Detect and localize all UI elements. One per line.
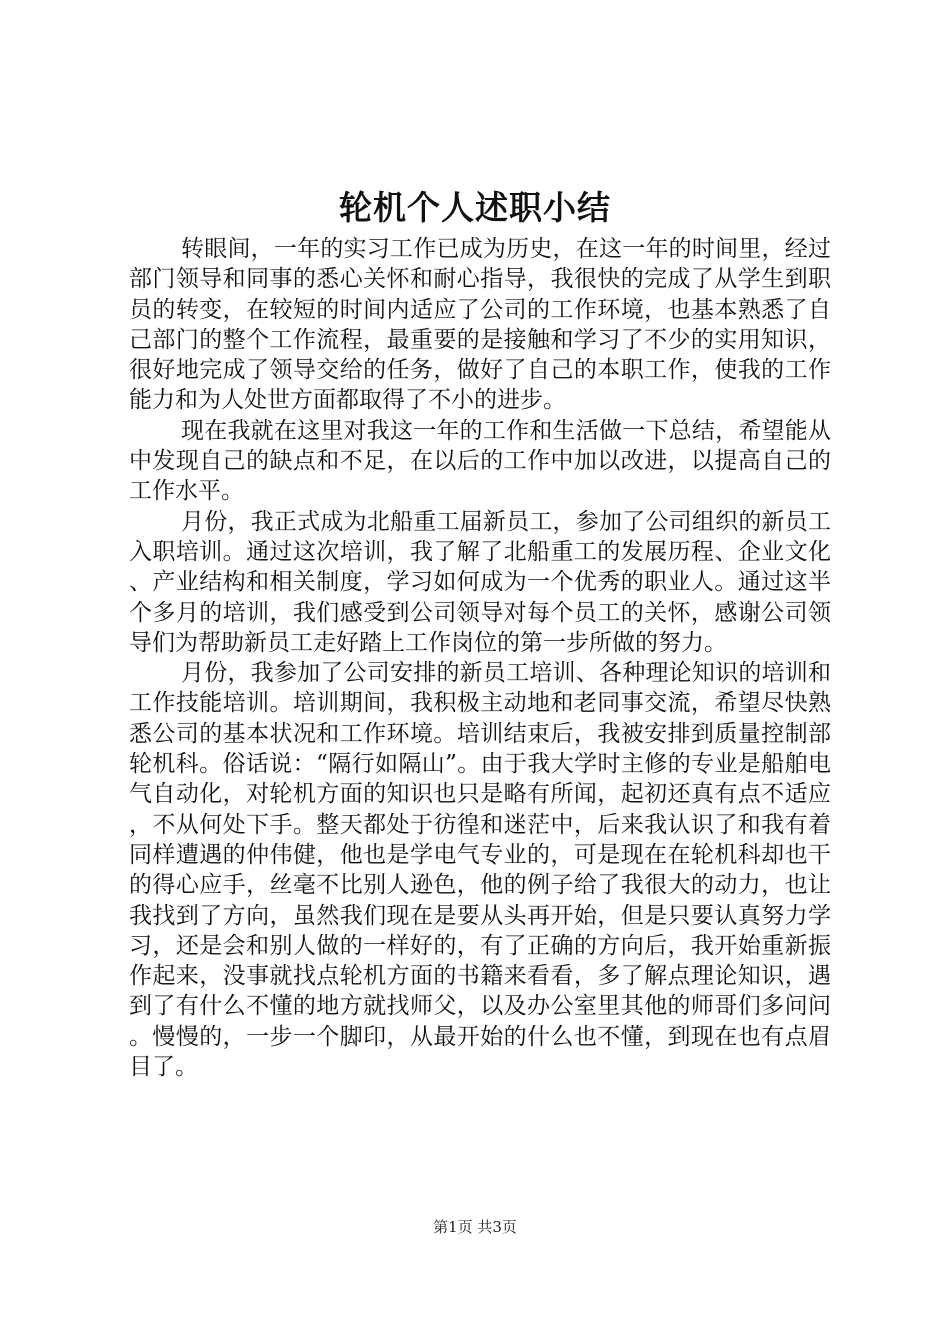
document-body (129, 234, 831, 1082)
page-number-footer: 第1页 共3页 (433, 1218, 517, 1236)
body-paragraph: 月份，我正式成为北船重工届新员工，参加了公司组织的新员工入职培训。通过这次培训，我了解了北船重工的发展历程、企业文化、产业结构和相关制度，学习如何成为一个优秀的职业人。通过这半个多月的培训，我们感受到公司领导对每个员工的关怀，感谢公司领导们为帮助新员工走好踏上工作岗位的第一步所做的努力。 (129, 508, 831, 656)
body-paragraph: 现在我就在这里对我这一年的工作和生活做一下总结，希望能从中发现自己的缺点和不足，在以后的工作中加以改进，以提高自己的工作水平。 (129, 417, 831, 505)
body-paragraph: 月份，我参加了公司安排的新员工培训、各种理论知识的培训和工作技能培训。培训期间，我积极主动地和老同事交流，希望尽快熟悉公司的基本状况和工作环境。培训结束后，我被安排到质量控制部轮机科。俗话说：“隔行如隔山”。由于我大学时主修的专业是船舶电气自动化，对轮机方面的知识也只是略有所闻，起初还真有点不适应，不从何处下手。整天都处于彷徨和迷茫中，后来我认识了和我有着同样遭遇的仲伟健，他也是学电气专业的，可是现在在轮机科却也干的得心应手，丝毫不比别人逊色，他的例子给了我很大的动力，也让我找到了方向，虽然我们现在是要从头再开始，但是只要认真努力学习，还是会和别人做的一样好的，有了正确的方向后，我开始重新振作起来，没事就找点轮机方面的书籍来看看，多了解点理论知识，遇到了有什么不懂的地方就找师父，以及办公室里其他的师哥们多问问。慢慢的，一步一个脚印，从最开始的什么也不懂，到现在也有点眉目了。 (129, 660, 831, 1081)
document-title: 轮机个人述职小结 (339, 188, 611, 227)
body-paragraph: 转眼间，一年的实习工作已成为历史，在这一年的时间里，经过部门领导和同事的悉心关怀和耐心指导，我很快的完成了从学生到职员的转变，在较短的时间内适应了公司的工作环境，也基本熟悉了自己部门的整个工作流程，最重要的是接触和学习了不少的实用知识，很好地完成了领导交给的任务，做好了自己的本职工作，使我的工作能力和为人处世方面都取得了不小的进步。 (129, 236, 831, 414)
